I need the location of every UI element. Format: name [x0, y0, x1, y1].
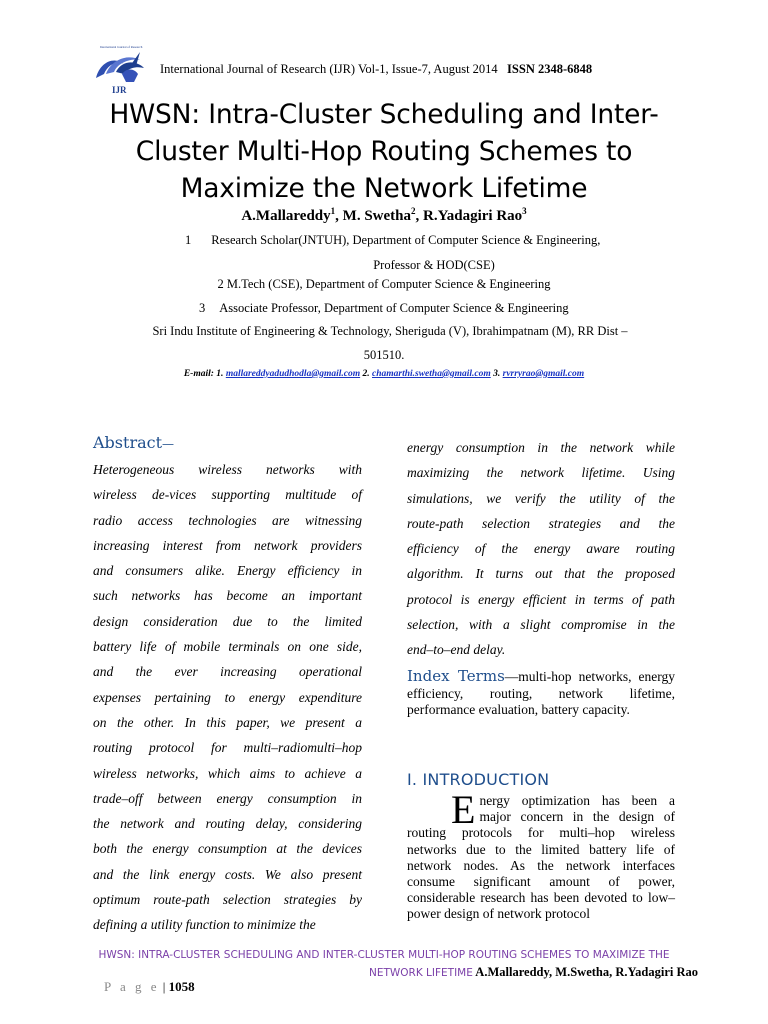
abstract-line: protocol is energy efficient in terms of path — [407, 591, 675, 607]
running-footer-title: HWSN: INTRA-CLUSTER SCHEDULING AND INTER-CLUSTER MULTI-HOP ROUTING SCHEMES TO MAXIMIZE THE — [98, 949, 670, 961]
paper-title — [60, 96, 708, 207]
author-sup: 3 — [522, 206, 527, 216]
author-list: A.Mallareddy$^1$, M. Swetha$^2$, R.Yadagiri Rao$^3$ — [241, 206, 527, 224]
abstract-line: and the link energy costs. We also present — [93, 866, 362, 882]
affiliation-text: Associate Professor, Department of Computer Science & Engineering — [219, 301, 569, 315]
affiliation-3 — [199, 301, 569, 316]
drop-cap: E — [451, 787, 476, 832]
institution-pin: 501510. — [363, 348, 405, 362]
running-footer-authors: NETWORK LIFETIME A.Mallareddy, M.Swetha, R.Yadagiri Rao — [368, 965, 698, 979]
author-name: M. Swetha — [342, 208, 411, 224]
abstract-line: and the ever increasing operational — [93, 664, 362, 680]
abstract-line: algorithm. It turns out that the proposed — [407, 566, 675, 582]
email-link-1[interactable]: mallareddyadudhodla@gmail.com — [225, 369, 361, 379]
title-line: HWSN: Intra-Cluster Scheduling and Inter- — [109, 99, 659, 130]
abstract-line: Heterogeneous wireless networks with — [93, 462, 362, 477]
abstract-heading: Abstract— — [93, 433, 175, 452]
abstract-line: energy consumption in the network while — [407, 440, 675, 455]
abstract-line: end–to–end delay. — [407, 642, 506, 658]
affiliation-number: 1 — [185, 233, 192, 247]
affiliation-number: 3 — [199, 301, 206, 315]
index-terms-heading: Index Terms — [407, 667, 505, 685]
author-name: A.Mallareddy — [241, 208, 331, 224]
journal-header — [160, 62, 592, 77]
introduction-body — [407, 787, 675, 923]
email-link-3[interactable]: rvrryrao@gmail.com — [502, 369, 585, 379]
abstract-line: trade–off between energy consumption in — [93, 790, 362, 806]
logo-text: IJR — [112, 85, 127, 95]
email-link-2[interactable]: chamarthi.swetha@gmail.com — [372, 369, 491, 379]
introduction-heading: I. INTRODUCTION — [407, 770, 550, 789]
journal-info: International Journal of Research (IJR) Vol-1, Issue-7, August 2014 — [160, 62, 498, 76]
institution-line: Sri Indu Institute of Engineering & Technology, Sheriguda (V), Ibrahimpatnam (M), RR Dist – — [152, 324, 628, 338]
abstract-right-column — [407, 435, 675, 663]
abstract-line: efficiency of the energy aware routing — [407, 541, 675, 557]
abstract-line: and consumers alike. Energy efficiency in — [93, 563, 362, 579]
issn: ISSN 2348-6848 — [507, 62, 593, 76]
abstract-line: routing protocol for multi–radiomulti–hop — [93, 740, 362, 756]
page-number: P a g e | 1058 — [104, 979, 195, 994]
abstract-line: defining a utility function to minimize the — [93, 917, 316, 933]
author-name: R.Yadagiri Rao — [422, 208, 523, 224]
journal-logo — [86, 38, 162, 96]
abstract-line: on the other. In this paper, we present a — [93, 714, 362, 730]
abstract-line: radio access technologies are witnessing — [93, 512, 362, 528]
abstract-line: increasing interest from network providers — [93, 537, 362, 553]
email-line: E-mail: 1. mallareddyadudhodla@gmail.com 2. chamarthi.swetha@gmail.com 3. rvrryrao@gmail.com — [183, 369, 585, 379]
abstract-line: optimum route-path selection strategies by — [93, 892, 362, 908]
abstract-line: route-path selection strategies and the — [407, 515, 675, 531]
introduction-text: nergy optimization has been a major concern in the design of routing protocols for multi–hop wireless networks due to the limited battery life of network nodes. As the network interfaces consume significant amount of power, considerable research has been devoted to low–power design of network protocol — [407, 793, 675, 922]
logo-small-text: International Journal of Research — [100, 45, 143, 49]
author-sup: 1 — [330, 206, 336, 216]
abstract-line: such networks has become an important — [93, 588, 362, 604]
title-line: Maximize the Network Lifetime — [180, 173, 588, 204]
index-terms-text: —multi-hop networks, energy efficiency, routing, network lifetime, performance evaluation, battery capacity. — [407, 669, 675, 717]
abstract-line: wireless networks, which aims to achieve a — [93, 765, 362, 781]
abstract-line: maximizing the network lifetime. Using — [407, 465, 675, 481]
abstract-line: selection, with a slight compromise in the — [407, 617, 675, 633]
abstract-left-column — [93, 457, 362, 938]
abstract-line: the network and routing delay, considering — [93, 816, 362, 832]
abstract-line: simulations, we verify the utility of the — [407, 490, 675, 506]
abstract-line: battery life of mobile terminals on one side, — [93, 639, 362, 655]
abstract-line: design consideration due to the limited — [93, 613, 362, 629]
abstract-line: wireless de-vices supporting multitude of — [93, 487, 362, 503]
abstract-line: expenses pertaining to energy expenditure — [93, 689, 362, 705]
title-line: Cluster Multi-Hop Routing Schemes to — [135, 136, 633, 167]
abstract-line: both the energy consumption at the devices — [93, 841, 362, 857]
index-terms — [407, 668, 675, 719]
affiliation-2: 2 M.Tech (CSE), Department of Computer Science & Engineering — [217, 277, 551, 291]
affiliation-text: Research Scholar(JNTUH), Department of Computer Science & Engineering, — [211, 233, 601, 247]
author-sup: 2 — [410, 206, 416, 216]
affiliation-1-cont: Professor & HOD(CSE) — [373, 258, 495, 272]
affiliation-1 — [185, 233, 600, 248]
